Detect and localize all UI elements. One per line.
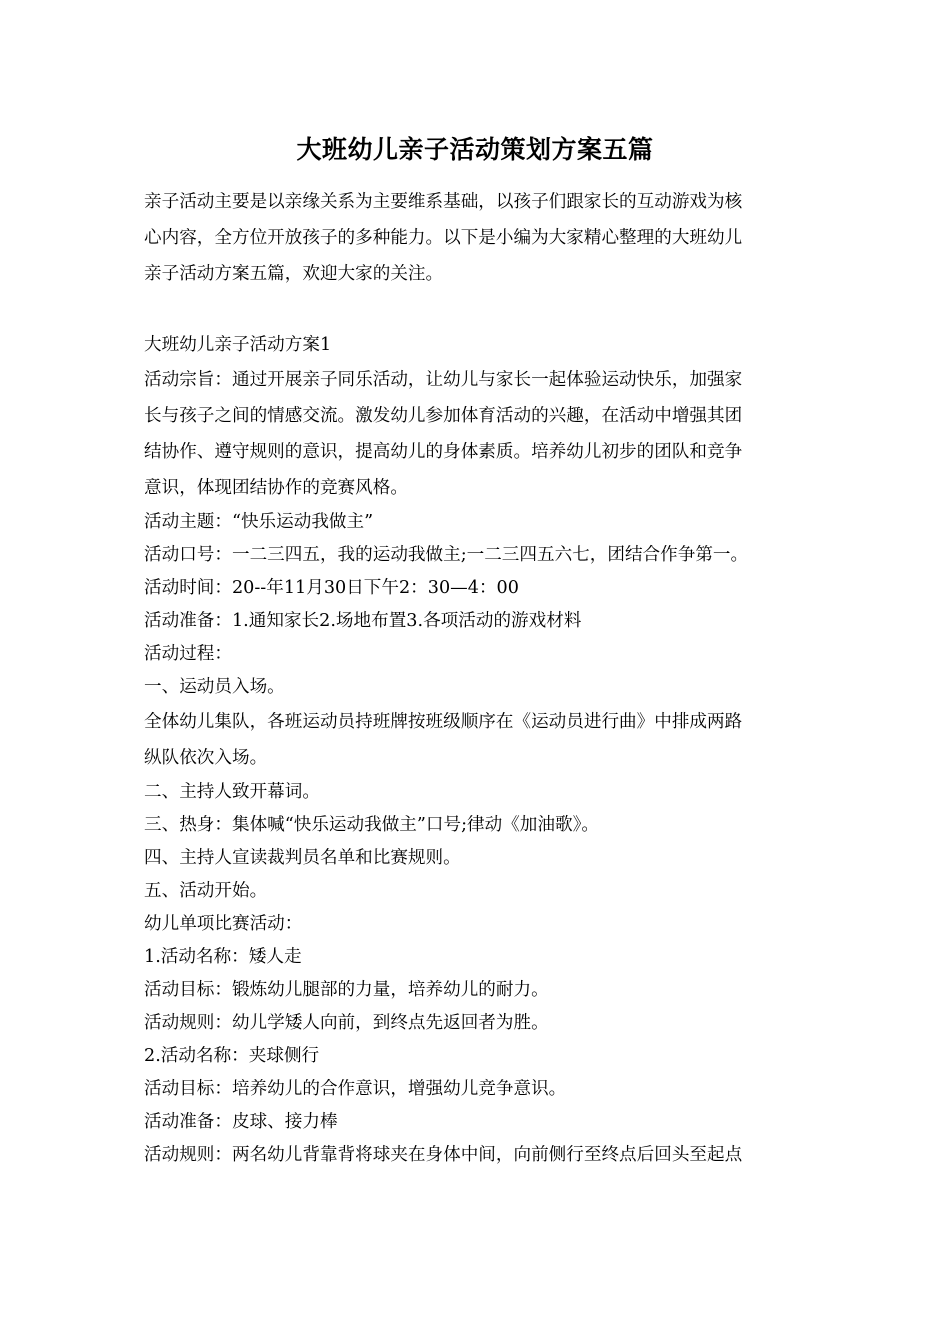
- body-line: 活动目标：培养幼儿的合作意识，增强幼儿竞争意识。: [144, 1079, 567, 1099]
- body-line: 活动口号：一二三四五，我的运动我做主;一二三四五六七，团结合作争第一。: [144, 545, 749, 565]
- body-line: 2.活动名称：夹球侧行: [144, 1046, 320, 1066]
- body-line: 1.活动名称：矮人走: [144, 947, 302, 967]
- body-line: 五、活动开始。: [144, 881, 268, 901]
- purpose-paragraph: [144, 362, 814, 506]
- body-line: 意识，体现团结协作的竞赛风格。: [144, 478, 408, 498]
- body-line: 全体幼儿集队，各班运动员持班牌按班级顺序在《运动员进行曲》中排成两路: [144, 712, 743, 732]
- body-line: 四、主持人宣读裁判员名单和比赛规则。: [144, 848, 461, 868]
- body-line: 活动准备：皮球、接力棒: [144, 1112, 338, 1132]
- section-heading: 大班幼儿亲子活动方案1: [144, 335, 332, 355]
- body-line: 活动主题：“快乐运动我做主”: [144, 512, 374, 532]
- body-line: 活动规则：两名幼儿背靠背将球夹在身体中间，向前侧行至终点后回头至起点: [144, 1145, 743, 1165]
- document-title: 大班幼儿亲子活动策划方案五篇: [296, 135, 654, 164]
- body-line: 活动时间：20--年11月30日下午2：30—4：00: [144, 578, 519, 598]
- intro-line: 亲子活动方案五篇，欢迎大家的关注。: [144, 264, 444, 284]
- body-line: 活动过程：: [144, 644, 232, 664]
- body-line: 结协作、遵守规则的意识，提高幼儿的身体素质。培养幼儿初步的团队和竞争: [144, 442, 743, 462]
- body-line: 一、运动员入场。: [144, 677, 285, 697]
- body-line: 长与孩子之间的情感交流。激发幼儿参加体育活动的兴趣，在活动中增强其团: [144, 406, 743, 426]
- intro-line: 亲子活动主要是以亲缘关系为主要维系基础，以孩子们跟家长的互动游戏为核: [144, 192, 743, 212]
- body-line: 三、热身：集体喊“快乐运动我做主”口号;律动《加油歌》。: [144, 815, 599, 835]
- body-line: 活动宗旨：通过开展亲子同乐活动，让幼儿与家长一起体验运动快乐，加强家: [144, 370, 743, 390]
- intro-line: 心内容，全方位开放孩子的多种能力。以下是小编为大家精心整理的大班幼儿: [144, 228, 743, 248]
- body-line: 二、主持人致开幕词。: [144, 782, 320, 802]
- body-line: 幼儿单项比赛活动：: [144, 914, 303, 934]
- body-line: 活动目标：锻炼幼儿腿部的力量，培养幼儿的耐力。: [144, 980, 549, 1000]
- body-line: 纵队依次入场。: [144, 748, 268, 768]
- body-line: 活动规则：幼儿学矮人向前，到终点先返回者为胜。: [144, 1013, 549, 1033]
- entrance-paragraph: [144, 704, 814, 776]
- body-line: 活动准备：1.通知家长2.场地布置3.各项活动的游戏材料: [144, 611, 582, 631]
- intro-paragraph: [144, 184, 814, 292]
- document-body: [144, 329, 814, 1172]
